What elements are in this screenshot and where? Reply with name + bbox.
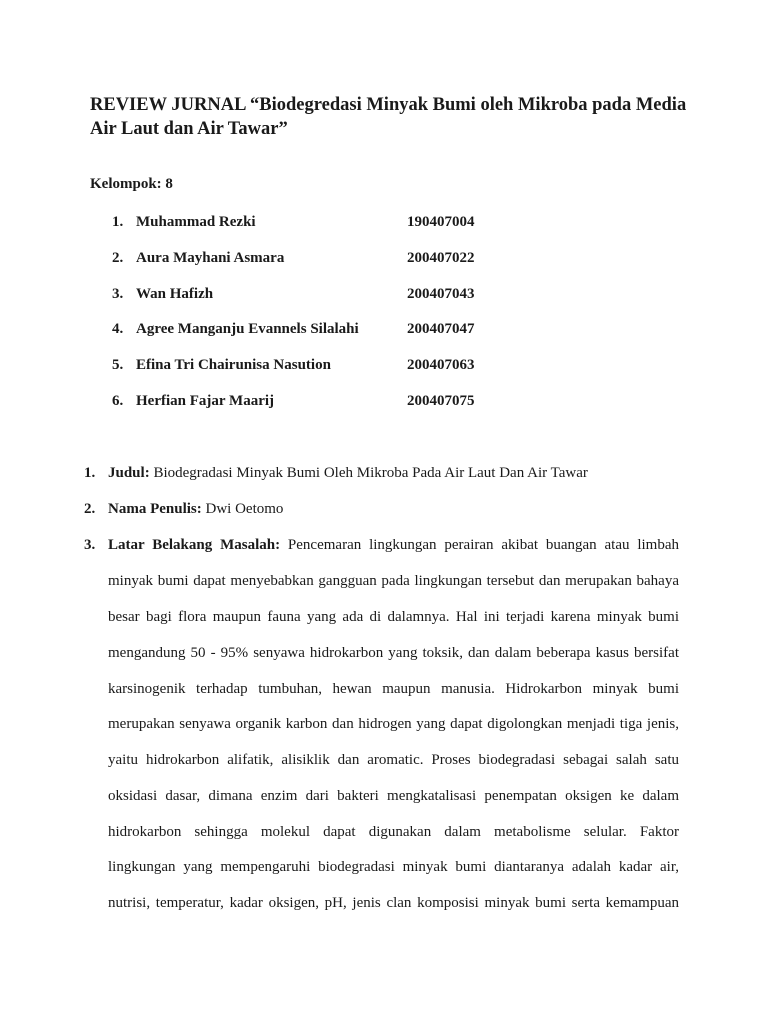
member-name: Herfian Fajar Maarij — [136, 393, 275, 409]
member-name: Wan Hafizh — [136, 286, 214, 302]
group-label: Kelompok: 8 — [90, 176, 173, 192]
section-number: 3. — [84, 537, 96, 553]
section-label: Judul: — [108, 465, 150, 481]
member-number: 4. — [112, 321, 124, 337]
member-name: Efina Tri Chairunisa Nasution — [136, 357, 331, 373]
paragraph-line: besar bagi flora maupun fauna yang ada di dalamnya. Hal ini terjadi karena minyak bumi — [108, 609, 679, 625]
paragraph-line: hidrokarbon sehingga molekul dapat digunakan dalam metabolisme selular. Faktor — [108, 824, 679, 840]
member-number: 6. — [112, 393, 124, 409]
member-item — [112, 357, 532, 377]
section-label: Nama Penulis: — [108, 501, 202, 517]
paragraph-line: mengandung 50 - 95% senyawa hidrokarbon yang toksik, dan dalam beberapa kasus bersifat — [108, 645, 679, 661]
paragraph-line: oksidasi dasar, dimana enzim dari bakteri mengkatalisasi penempatan oksigen ke dalam — [108, 788, 679, 804]
section-text: Dwi Oetomo — [201, 501, 284, 517]
member-number: 1. — [112, 214, 124, 230]
member-item — [112, 250, 532, 270]
member-item — [112, 214, 532, 234]
member-name: Aura Mayhani Asmara — [136, 250, 285, 266]
section-label: Latar Belakang Masalah: — [108, 537, 281, 553]
member-nim: 200407063 — [407, 357, 475, 373]
member-number: 3. — [112, 286, 124, 302]
paragraph-line: karsinogenik terhadap tumbuhan, hewan maupun manusia. Hidrokarbon minyak bumi — [108, 681, 679, 697]
member-nim: 200407022 — [407, 250, 475, 266]
paragraph-line: lingkungan yang mempengaruhi biodegradasi minyak bumi diantaranya adalah kadar air, — [108, 859, 679, 875]
section-text: Biodegradasi Minyak Bumi Oleh Mikroba Pada Air Laut Dan Air Tawar — [149, 465, 588, 481]
section-number: 2. — [84, 501, 96, 517]
member-number: 2. — [112, 250, 124, 266]
background-first-line — [84, 535, 679, 555]
member-nim: 200407047 — [407, 321, 475, 337]
paragraph-line: merupakan senyawa organik karbon dan hidrogen yang dapat digolongkan menjadi tiga jenis, — [108, 716, 679, 732]
section-author — [84, 499, 283, 519]
member-item — [112, 286, 532, 306]
member-nim: 200407043 — [407, 286, 475, 302]
document-title: REVIEW JURNAL “Biodegredasi Minyak Bumi oleh Mikroba pada Media Air Laut dan Air Tawar” — [90, 95, 687, 139]
member-nim: 200407075 — [407, 393, 475, 409]
paragraph-line: yaitu hidrokarbon alifatik, alisiklik dan aromatic. Proses biodegradasi sebagai salah satu — [108, 752, 679, 768]
member-number: 5. — [112, 357, 124, 373]
member-name: Agree Manganju Evannels Silalahi — [136, 321, 359, 337]
section-title — [84, 463, 588, 483]
member-item — [112, 393, 532, 413]
member-item — [112, 321, 532, 341]
member-nim: 190407004 — [407, 214, 475, 230]
paragraph-line: minyak bumi dapat menyebabkan gangguan pada lingkungan tersebut dan merupakan bahaya — [108, 573, 679, 589]
paragraph-line: nutrisi, temperatur, kadar oksigen, pH, jenis clan komposisi minyak bumi serta kemampuan — [108, 895, 679, 911]
section-text: Pencemaran lingkungan perairan akibat buangan atau limbah — [280, 537, 680, 553]
section-number: 1. — [84, 465, 96, 481]
member-name: Muhammad Rezki — [136, 214, 256, 230]
